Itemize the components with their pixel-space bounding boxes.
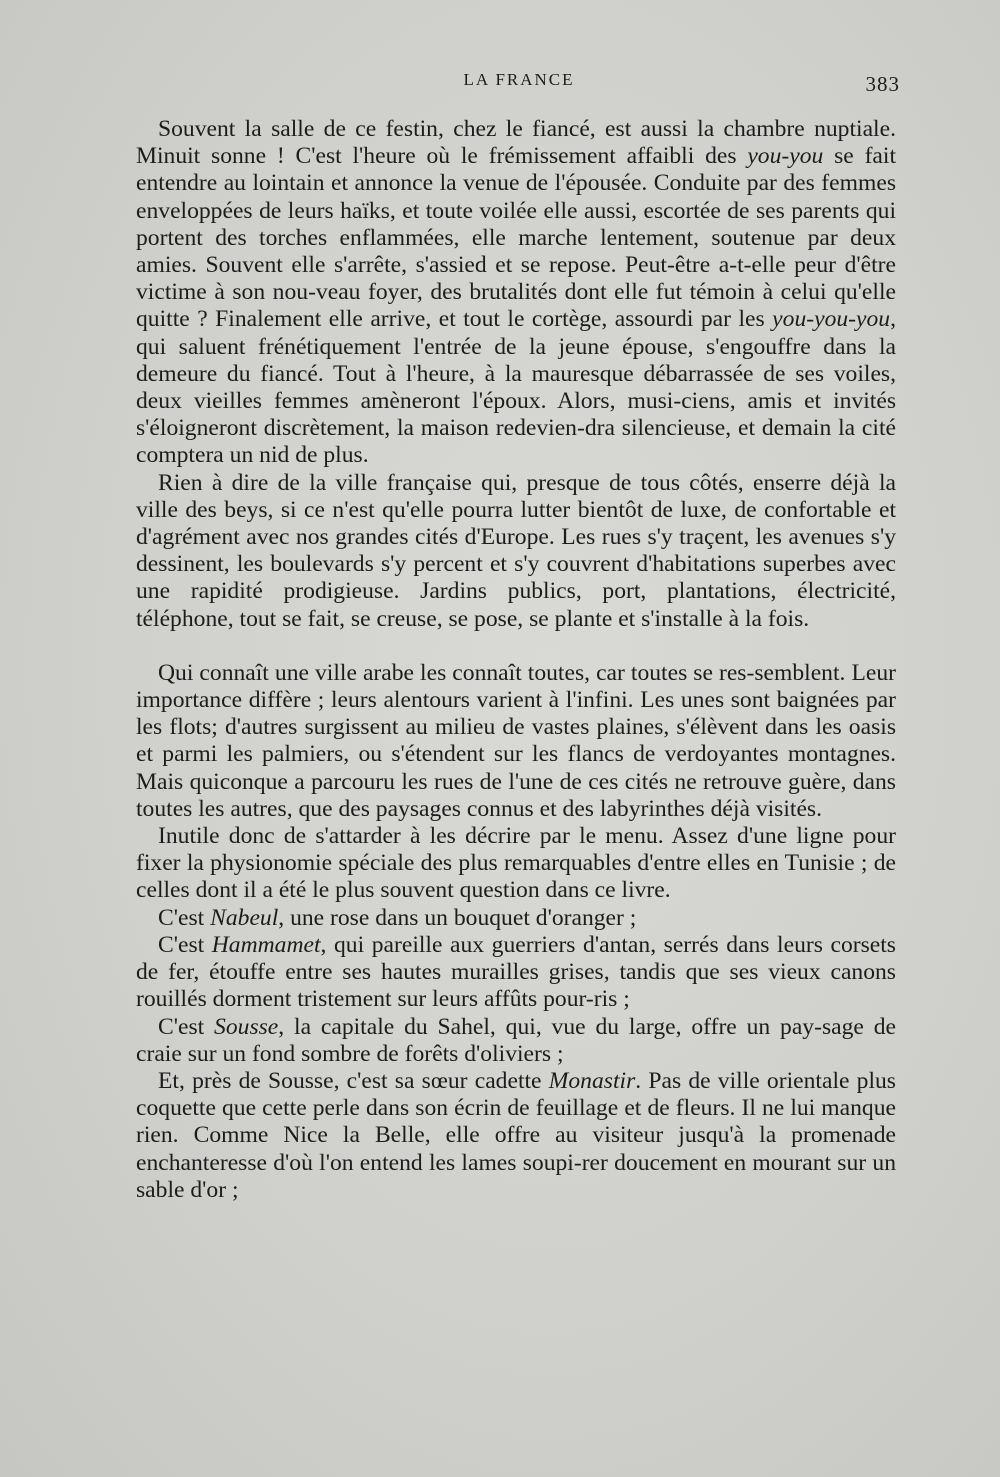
- paragraph: [136, 1068, 896, 1204]
- text-run: , la capitale du Sahel, qui, vue du large, offre un pay-sage de craie sur un fond sombre de forêts d'oliviers ;: [136, 1013, 896, 1067]
- text-run: Et, près de Sousse, c'est sa sœur cadette: [158, 1067, 549, 1094]
- paragraph: [136, 116, 896, 470]
- italic-term: you-you-you: [772, 306, 891, 333]
- italic-term: Sousse: [214, 1013, 279, 1040]
- text-run: Rien à dire de la ville française qui, presque de tous côtés, enserre déjà la ville des beys, si ce n'est qu'elle pourra lutter bientôt de luxe, de confortable et d'agrément avec nos grandes cités d'Europe. Les rues s'y traçent, les avenues s'y dessinent, les boulevards s'y percent et s'y couvrent d'habitations superbes avec une rapidité prodigieuse. Jardins publics, port, plantations, électricité, téléphone, tout se fait, se creuse, se pose, se plante et s'installe à la fois.: [136, 469, 896, 632]
- body-text: [136, 116, 896, 1204]
- text-run: C'est: [158, 931, 212, 958]
- italic-term: Nabeul: [210, 904, 279, 931]
- text-run: Inutile donc de s'attarder à les décrire par le menu. Assez d'une ligne pour fixer la physionomie spéciale des plus remarquables d'entre elles en Tunisie ; de celles dont il a été le plus souvent question dans ce livre.: [136, 823, 896, 904]
- italic-term: you-you: [747, 143, 824, 170]
- text-run: C'est: [158, 1013, 215, 1040]
- text-run: Souvent la salle de ce festin, chez le fiancé, est aussi la chambre nuptiale. Minuit sonne ! C'est l'heure où le frémissement affaibli des: [136, 116, 896, 170]
- paragraph: [136, 932, 896, 1014]
- text-run: . Pas de ville orientale plus coquette que cette perle dans son écrin de feuillage et de fleurs. Il ne lui manque rien. Comme Nice la Belle, elle offre au visiteur jusqu'à la promenade enchanteresse d'où l'on entend les lames soupi-rer doucement en mourant sur un sable d'or ;: [136, 1067, 896, 1203]
- text-run: , qui pareille aux guerriers d'antan, serrés dans leurs corsets de fer, étouffe entre ses hautes murailles grises, tandis que ses vieux canons rouillés dorment tristement sur leurs affûts pour-ris ;: [136, 931, 896, 1013]
- text-run: C'est: [158, 904, 211, 931]
- italic-term: Monastir: [548, 1067, 636, 1094]
- paragraph: [136, 1014, 896, 1068]
- text-run: se fait entendre au lointain et annonce la venue de l'épousée. Conduite par des femmes enveloppées de leurs haïks, et toute voilée elle aussi, escortée de ses parents qui portent des torches enflammées, elle marche lentement, soutenue par deux amies. Souvent elle s'arrête, s'assied et se repose. Peut-être a-t-elle peur d'être victime à son nou-veau foyer, des brutalités dont elle fut témoin à celui qu'elle quitte ? Finalement elle arrive, et tout le cortège, assourdi par les: [136, 143, 897, 333]
- paragraph: [136, 823, 896, 905]
- italic-term: Hammamet: [211, 931, 321, 958]
- paragraph: [136, 660, 896, 823]
- running-title: LA FRANCE: [463, 70, 575, 89]
- page-header: [138, 70, 900, 100]
- paragraph: [136, 905, 896, 932]
- paragraph: [136, 470, 896, 633]
- text-run: , une rose dans un bouquet d'oranger ;: [278, 904, 637, 931]
- text-run: , qui saluent frénétiquement l'entrée de la jeune épouse, s'engouffre dans la demeure du fiancé. Tout à l'heure, à la mauresque débarrassée de ses voiles, deux vieilles femmes amèneront l'époux. Alors, musi-ciens, amis et invités s'éloigneront discrètement, la maison redevien-dra silencieuse, et demain la cité comptera un nid de plus.: [136, 306, 896, 469]
- page-number: 383: [865, 72, 900, 96]
- text-run: Qui connaît une ville arabe les connaît toutes, car toutes se res-semblent. Leur importance diffère ; leurs alentours varient à l'infini. Les unes sont baignées par les flots; d'autres surgissent au milieu de vastes plaines, s'élèvent dans les oasis et parmi les palmiers, ou s'étendent sur les flancs de verdoyantes montagnes. Mais quiconque a parcouru les rues de l'une de ces cités ne retrouve guère, dans toutes les autres, que des paysages connus et des labyrinthes déjà visités.: [136, 659, 896, 822]
